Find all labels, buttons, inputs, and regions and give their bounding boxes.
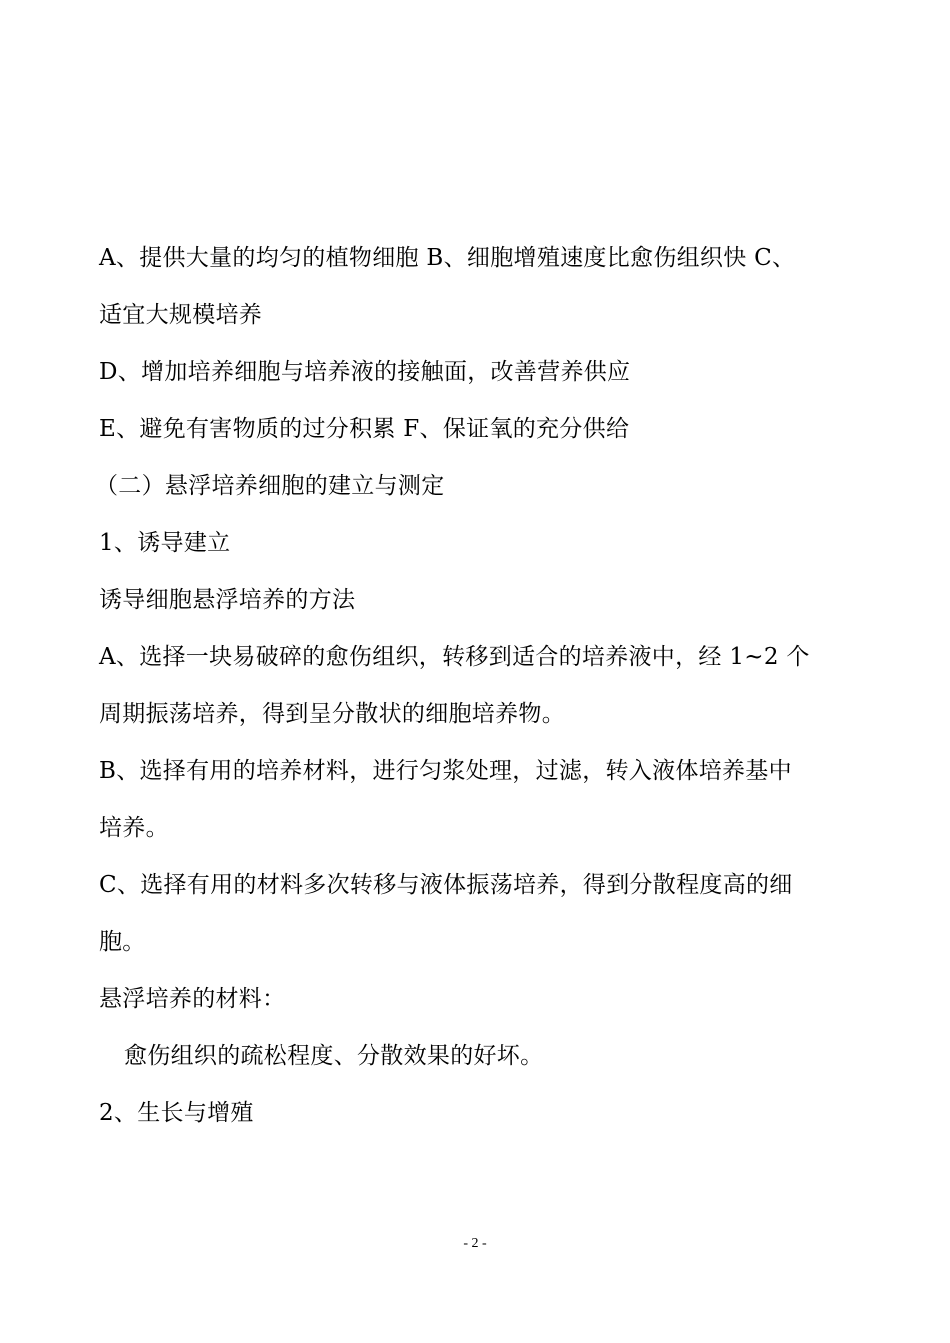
text-line: 周期振荡培养，得到呈分散状的细胞培养物。 bbox=[99, 701, 565, 727]
text-line: 悬浮培养的材料： bbox=[99, 986, 286, 1012]
subsection-heading: 1、诱导建立 bbox=[99, 530, 231, 556]
document-body bbox=[95, 230, 859, 1142]
text-line: E、避免有害物质的过分积累 F、保证氧的充分供给 bbox=[99, 416, 630, 442]
subsection-heading: 2、生长与增殖 bbox=[99, 1100, 254, 1126]
text-line: 诱导细胞悬浮培养的方法 bbox=[99, 587, 356, 613]
text-line: 适宜大规模培养 bbox=[99, 302, 263, 328]
text-line: 胞。 bbox=[99, 929, 146, 955]
text-line: 培养。 bbox=[99, 815, 169, 841]
text-line: B、选择有用的培养材料，进行匀浆处理，过滤，转入液体培养基中 bbox=[99, 758, 792, 784]
text-line: A、提供大量的均匀的植物细胞 B、细胞增殖速度比愈伤组织快 C、 bbox=[99, 245, 796, 271]
text-line: C、选择有用的材料多次转移与液体振荡培养，得到分散程度高的细 bbox=[99, 872, 793, 898]
text-line: 愈伤组织的疏松程度、分散效果的好坏。 bbox=[124, 1043, 544, 1069]
text-line: A、选择一块易破碎的愈伤组织，转移到适合的培养液中，经 1~2 个 bbox=[99, 644, 810, 670]
section-heading: （二）悬浮培养细胞的建立与测定 bbox=[95, 473, 445, 499]
text-line: D、增加培养细胞与培养液的接触面，改善营养供应 bbox=[99, 359, 631, 385]
page-number: - 2 - bbox=[463, 1236, 487, 1251]
